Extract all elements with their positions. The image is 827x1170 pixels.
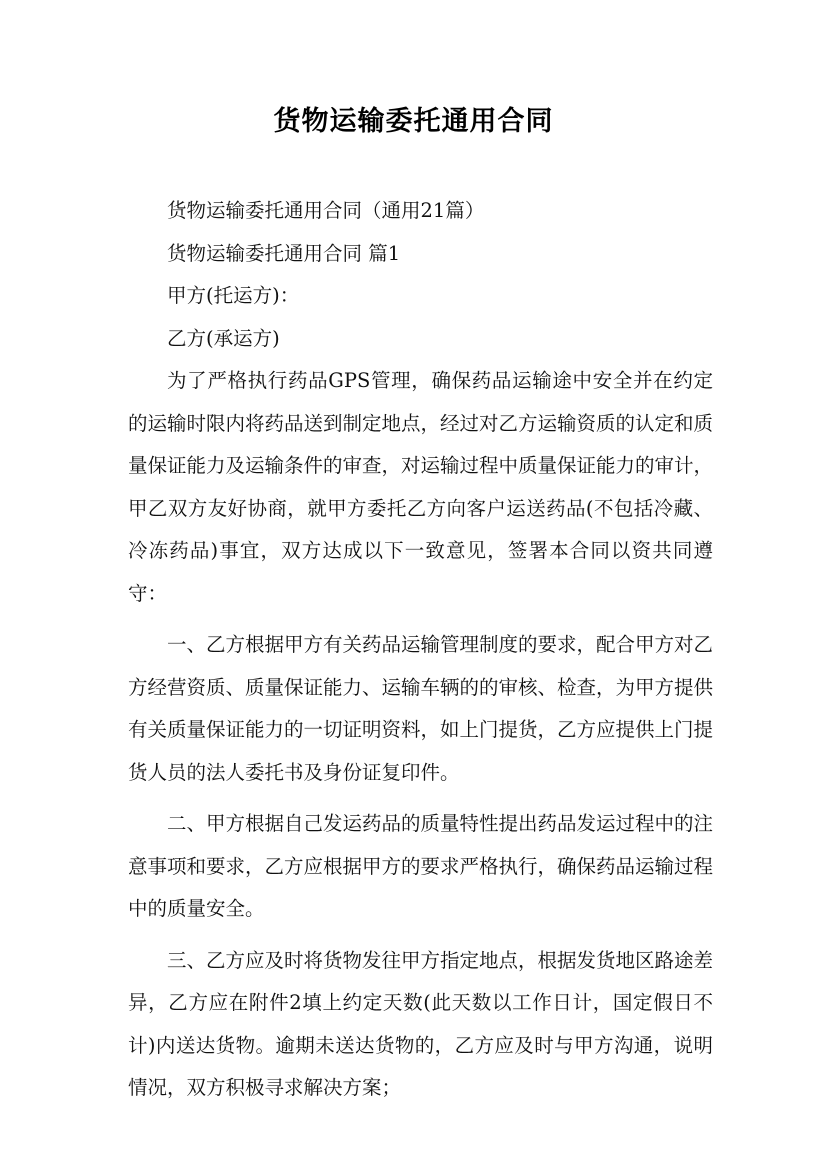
paragraph-subtitle: 货物运输委托通用合同（通用21篇） xyxy=(167,199,485,222)
paragraph-section-heading: 货物运输委托通用合同 篇1 xyxy=(167,241,401,265)
paragraph-party-b: 乙方(承运方) xyxy=(167,326,280,350)
paragraph-party-a: 甲方(托运方)： xyxy=(167,284,300,307)
paragraph-clause-2: 二、甲方根据自己发运药品的质量特性提出药品发运过程中的注意事项和要求，乙方应根据甲方的要求严格执行，确保药品运输过程中的质量安全。 xyxy=(128,812,714,920)
paragraph-clause-3: 三、乙方应及时将货物发往甲方指定地点，根据发货地区路途差异，乙方应在附件2填上约定天数(此天数以工作日计，国定假日不计)内送达货物。逾期未送达货物的，乙方应及时与甲方沟通，说明情况，双方积极寻求解决方案； xyxy=(128,948,714,1099)
document-title: 货物运输委托通用合同 xyxy=(273,106,554,137)
paragraph-preamble: 为了严格执行药品GPS管理，确保药品运输途中安全并在约定的运输时限内将药品送到制定地点，经过对乙方运输资质的认定和质量保证能力及运输条件的审查，对运输过程中质量保证能力的审计，甲乙双方友好协商，就甲方委托乙方向客户运送药品(不包括冷藏、冷冻药品)事宜，双方达成以下一致意见，签署本合同以资共同遵守： xyxy=(128,369,714,605)
document-body xyxy=(128,190,713,1110)
paragraph-clause-1: 一、乙方根据甲方有关药品运输管理制度的要求，配合甲方对乙方经营资质、质量保证能力、运输车辆的的审核、检查，为甲方提供有关质量保证能力的一切证明资料，如上门提货，乙方应提供上门提货人员的法人委托书及身份证复印件。 xyxy=(128,633,714,784)
